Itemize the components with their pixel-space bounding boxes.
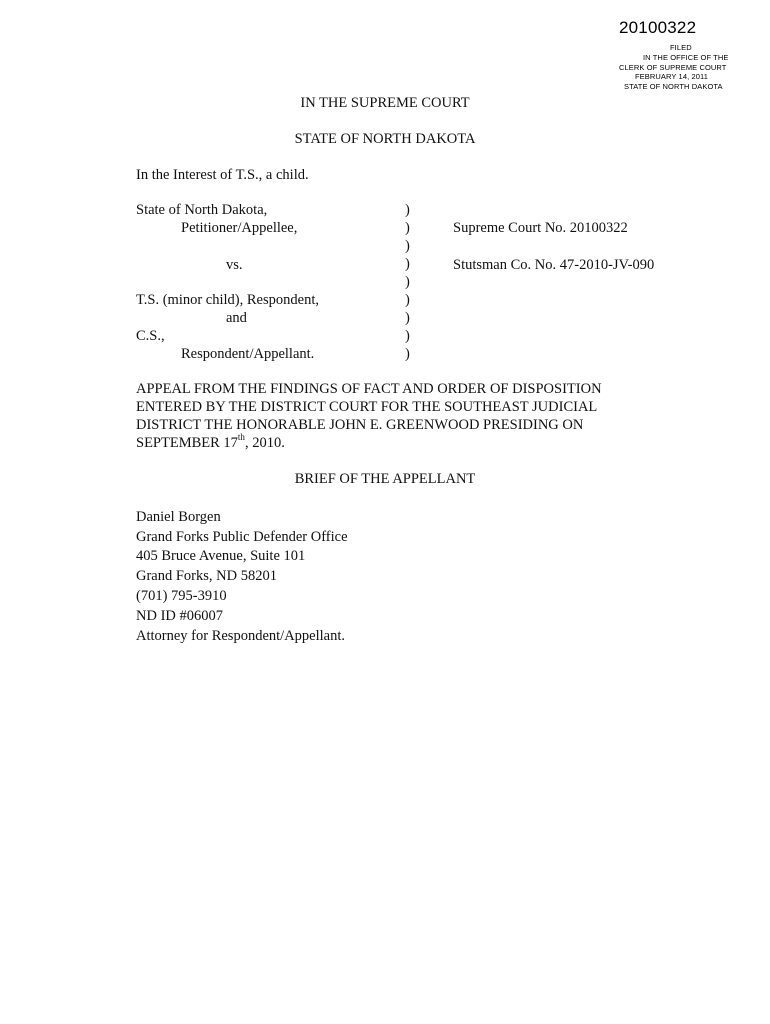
caption-party-1: State of North Dakota, — [136, 202, 268, 218]
court-state: STATE OF NORTH DAKOTA — [294, 131, 476, 147]
court-name: IN THE SUPREME COURT — [300, 95, 470, 111]
appeal-line-2: ENTERED BY THE DISTRICT COURT FOR THE SOUTHEAST JUDICIAL — [136, 399, 598, 415]
appeal-line-3: DISTRICT THE HONORABLE JOHN E. GREENWOOD PRESIDING ON — [136, 417, 584, 433]
stamp-case-number: 20100322 — [619, 18, 697, 37]
supreme-court-number: Supreme Court No. 20100322 — [453, 220, 628, 236]
caption-party-1-role: Petitioner/Appellee, — [181, 220, 298, 236]
appeal-line-1: APPEAL FROM THE FINDINGS OF FACT AND ORDER OF DISPOSITION — [136, 381, 602, 397]
attorney-nd-id: ND ID #06007 — [136, 608, 223, 624]
attorney-address-2: Grand Forks, ND 58201 — [136, 568, 277, 584]
county-case-number: Stutsman Co. No. 47-2010-JV-090 — [453, 257, 655, 273]
caption-paren: ) — [405, 328, 410, 344]
stamp-state: STATE OF NORTH DAKOTA — [624, 82, 723, 91]
caption-paren: ) — [405, 220, 410, 236]
caption-party-3-role: Respondent/Appellant. — [181, 346, 315, 362]
attorney-role: Attorney for Respondent/Appellant. — [136, 628, 345, 644]
stamp-filed: FILED — [670, 43, 692, 52]
caption-party-3: C.S., — [136, 328, 165, 344]
caption-party-2: T.S. (minor child), Respondent, — [136, 292, 319, 308]
caption-conjunction: and — [226, 310, 247, 326]
stamp-date: FEBRUARY 14, 2011 — [635, 72, 708, 81]
matter-line: In the Interest of T.S., a child. — [136, 167, 309, 183]
stamp-clerk: CLERK OF SUPREME COURT — [619, 63, 727, 72]
attorney-name: Daniel Borgen — [136, 509, 221, 525]
caption-paren: ) — [405, 346, 410, 362]
appeal-paragraph — [136, 380, 656, 452]
caption-versus: vs. — [226, 257, 243, 273]
caption-paren: ) — [405, 202, 410, 218]
caption-paren: ) — [405, 292, 410, 308]
caption-paren: ) — [405, 256, 410, 272]
brief-title: BRIEF OF THE APPELLANT — [294, 471, 476, 487]
appeal-line-4 — [136, 434, 656, 452]
attorney-phone: (701) 795-3910 — [136, 588, 227, 604]
appeal-date-text: SEPTEMBER 17 — [136, 435, 238, 451]
caption-paren: ) — [405, 274, 410, 290]
caption-paren: ) — [405, 310, 410, 326]
attorney-office: Grand Forks Public Defender Office — [136, 529, 348, 545]
attorney-address-1: 405 Bruce Avenue, Suite 101 — [136, 548, 306, 564]
stamp-office: IN THE OFFICE OF THE — [643, 53, 729, 62]
appeal-date-year: , 2010. — [244, 435, 285, 451]
appeal-date-ordinal: th — [237, 432, 245, 443]
caption-paren: ) — [405, 238, 410, 254]
